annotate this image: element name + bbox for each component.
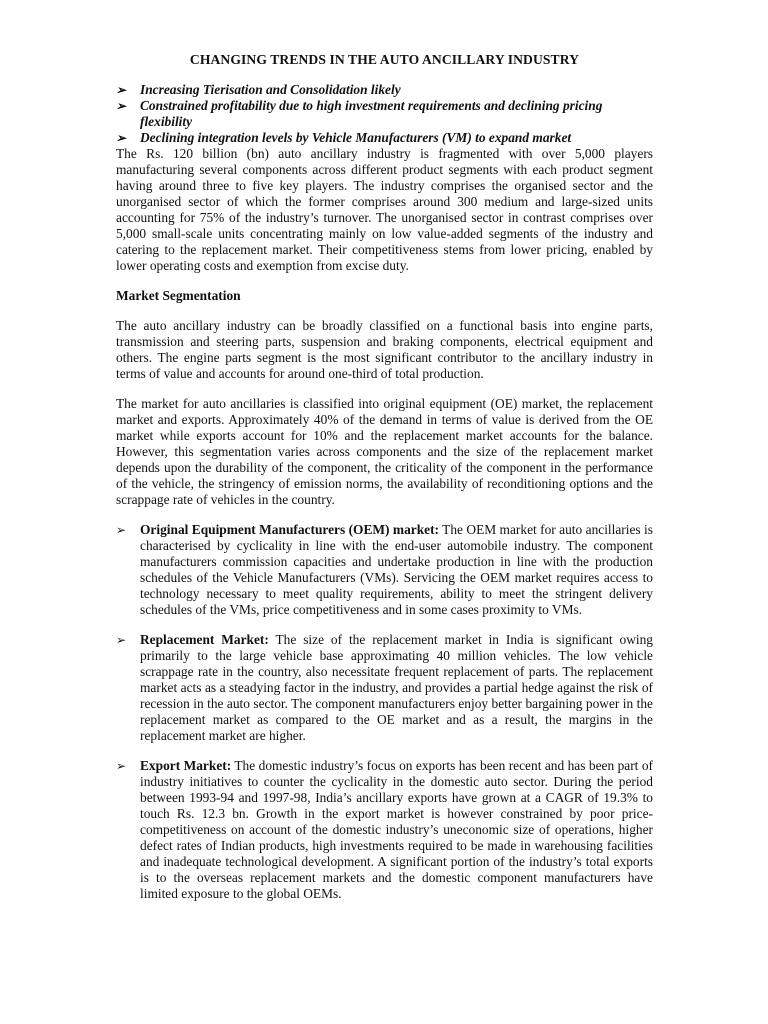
markets-list [116, 522, 653, 902]
section-heading: Market Segmentation [116, 288, 241, 303]
highlight-text: Constrained profitability due to high investment requirements and declining pricing flexibility [140, 98, 603, 129]
highlights-list [116, 82, 653, 146]
market-label: Original Equipment Manufacturers (OEM) market: [140, 522, 440, 537]
arrow-bullet-icon: ➢ [116, 131, 127, 145]
market-label: Export Market: [140, 758, 232, 773]
intro-paragraph: The Rs. 120 billion (bn) auto ancillary industry is fragmented with over 5,000 players manufacturing several components across different product segments with each product segment having around three to five key players. The industry comprises the organised sector and the unorganised sector of which the former comprises around 300 medium and large-sized units accounting for 75% of the industry’s turnover. The unorganised sector in contrast comprises over 5,000 small-scale units concentrating mainly on low value-added segments of the industry and catering to the replacement market. Their competitiveness stems from lower pricing, enabled by lower operating costs and exemption from excise duty. [116, 146, 653, 273]
segmentation-paragraph-2: The market for auto ancillaries is classified into original equipment (OE) market, the replacement market and exports. Approximately 40% of the demand in terms of value is derived from the OE market while exports account for 10% and the replacement market accounts for the balance. However, this segmentation varies across components and the size of the replacement market depends upon the durability of the component, the criticality of the component in the performance of the vehicle, the stringency of emission norms, the availability of reconditioning options and the scrappage rate of vehicles in the country. [116, 396, 653, 507]
highlight-item [116, 130, 653, 146]
page-title: CHANGING TRENDS IN THE AUTO ANCILLARY INDUSTRY [189, 52, 580, 67]
arrow-bullet-icon: ➢ [116, 633, 127, 647]
arrow-bullet-icon: ➢ [116, 523, 127, 537]
highlight-text: Declining integration levels by Vehicle Manufacturers (VM) to expand market [140, 130, 572, 145]
highlight-item [116, 98, 653, 130]
market-item-replacement [116, 632, 653, 744]
market-text: The size of the replacement market in India is significant owing primarily to the large vehicle base approximating 40 million vehicles. The low vehicle scrappage rate in the country, also necessitate frequent replacement of parts. The replacement market acts as a steadying factor in the industry, and provides a partial hedge against the risk of recession in the auto sector. The component manufacturers enjoy better bargaining power in the replacement market as compared to the OE market and as a result, the margins in the replacement market are higher. [140, 632, 653, 743]
market-label: Replacement Market: [140, 632, 269, 647]
arrow-bullet-icon: ➢ [116, 99, 127, 113]
highlight-item [116, 82, 653, 98]
market-text: The domestic industry’s focus on exports has been recent and has been part of industry initiatives to counter the cyclicality in the domestic auto sector. During the period between 1993-94 and 1997-98, India’s ancillary exports have grown at a CAGR of 19.3% to touch Rs. 12.3 bn. Growth in the export market is however constrained by poor price-competitiveness on account of the domestic industry’s uneconomic size of operations, higher defect rates of Indian products, high investments required to be made in warehousing facilities and inadequate technological development. A significant portion of the industry’s total exports is to the overseas replacement markets and the domestic component manufacturers have limited exposure to the global OEMs. [140, 758, 653, 901]
arrow-bullet-icon: ➢ [116, 759, 127, 773]
segmentation-paragraph-1: The auto ancillary industry can be broadly classified on a functional basis into engine parts, transmission and steering parts, suspension and braking components, electrical equipment and others. The engine parts segment is the most significant contributor to the ancillary industry in terms of value and accounts for around one-third of total production. [116, 318, 653, 381]
highlight-text: Increasing Tierisation and Consolidation likely [140, 82, 401, 97]
market-item-oem [116, 522, 653, 618]
market-text: The OEM market for auto ancillaries is characterised by cyclicality in line with the end-user automobile industry. The component manufacturers commission capacities and undertake production in line with the production schedules of the Vehicle Manufacturers (VMs). Servicing the OEM market requires access to technology necessary to meet quality requirements, ability to meet the stringent delivery schedules of the VMs, price competitiveness and in some cases proximity to VMs. [140, 522, 653, 617]
arrow-bullet-icon: ➢ [116, 83, 127, 97]
market-item-export [116, 758, 653, 902]
